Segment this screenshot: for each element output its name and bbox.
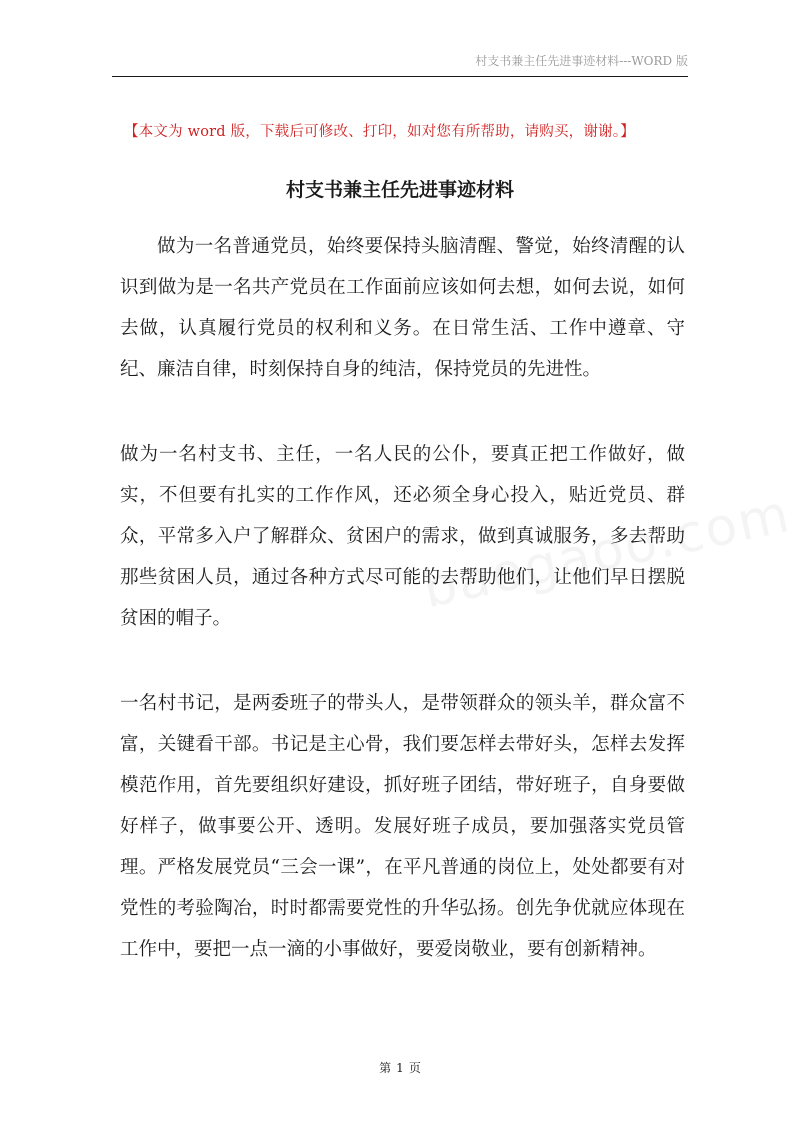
running-header-title: 村支书兼主任先进事迹材料---WORD 版 (475, 54, 688, 68)
header-divider (112, 76, 688, 77)
footer-prefix: 第 (379, 1061, 392, 1075)
download-notice: 【本文为 word 版，下载后可修改、打印，如对您有所帮助，请购买，谢谢。】 (124, 124, 635, 140)
footer-suffix: 页 (408, 1061, 421, 1075)
document-title: 村支书兼主任先进事迹材料 (285, 179, 514, 201)
page-footer (0, 1059, 800, 1076)
body-paragraph-2: 做为一名村支书、主任，一名人民的公仆，要真正把工作做好，做实，不但要有扎实的工作作风，还必须全身心投入，贴近党员、群众，平常多入户了解群众、贫困户的需求，做到真诚服务，多去帮助那些贫困人员，通过各种方式尽可能的去帮助他们，让他们早日摆脱贫困的帽子。 (120, 444, 685, 629)
page-number: 1 (396, 1061, 404, 1075)
body-paragraph-1: 做为一名普通党员，始终要保持头脑清醒、警觉，始终清醒的认识到做为是一名共产党员在工作面前应该如何去想，如何去说，如何去做，认真履行党员的权利和义务。在日常生活、工作中遵章、守纪、廉洁自律，时刻保持自身的纯洁，保持党员的先进性。 (120, 236, 685, 380)
body-paragraph-3: 一名村书记，是两委班子的带头人，是带领群众的领头羊，群众富不富，关键看干部。书记是主心骨，我们要怎样去带好头，怎样去发挥模范作用，首先要组织好建设，抓好班子团结，带好班子，自身要做好样子，做事要公开、透明。发展好班子成员，要加强落实党员管理。严格发展党员“三会一课”，在平凡普通的岗位上，处处都要有对党性的考验陶冶，时时都需要党性的升华弘扬。创先争优就应体现在工作中，要把一点一滴的小事做好，要爱岗敬业，要有创新精神。 (120, 693, 685, 960)
